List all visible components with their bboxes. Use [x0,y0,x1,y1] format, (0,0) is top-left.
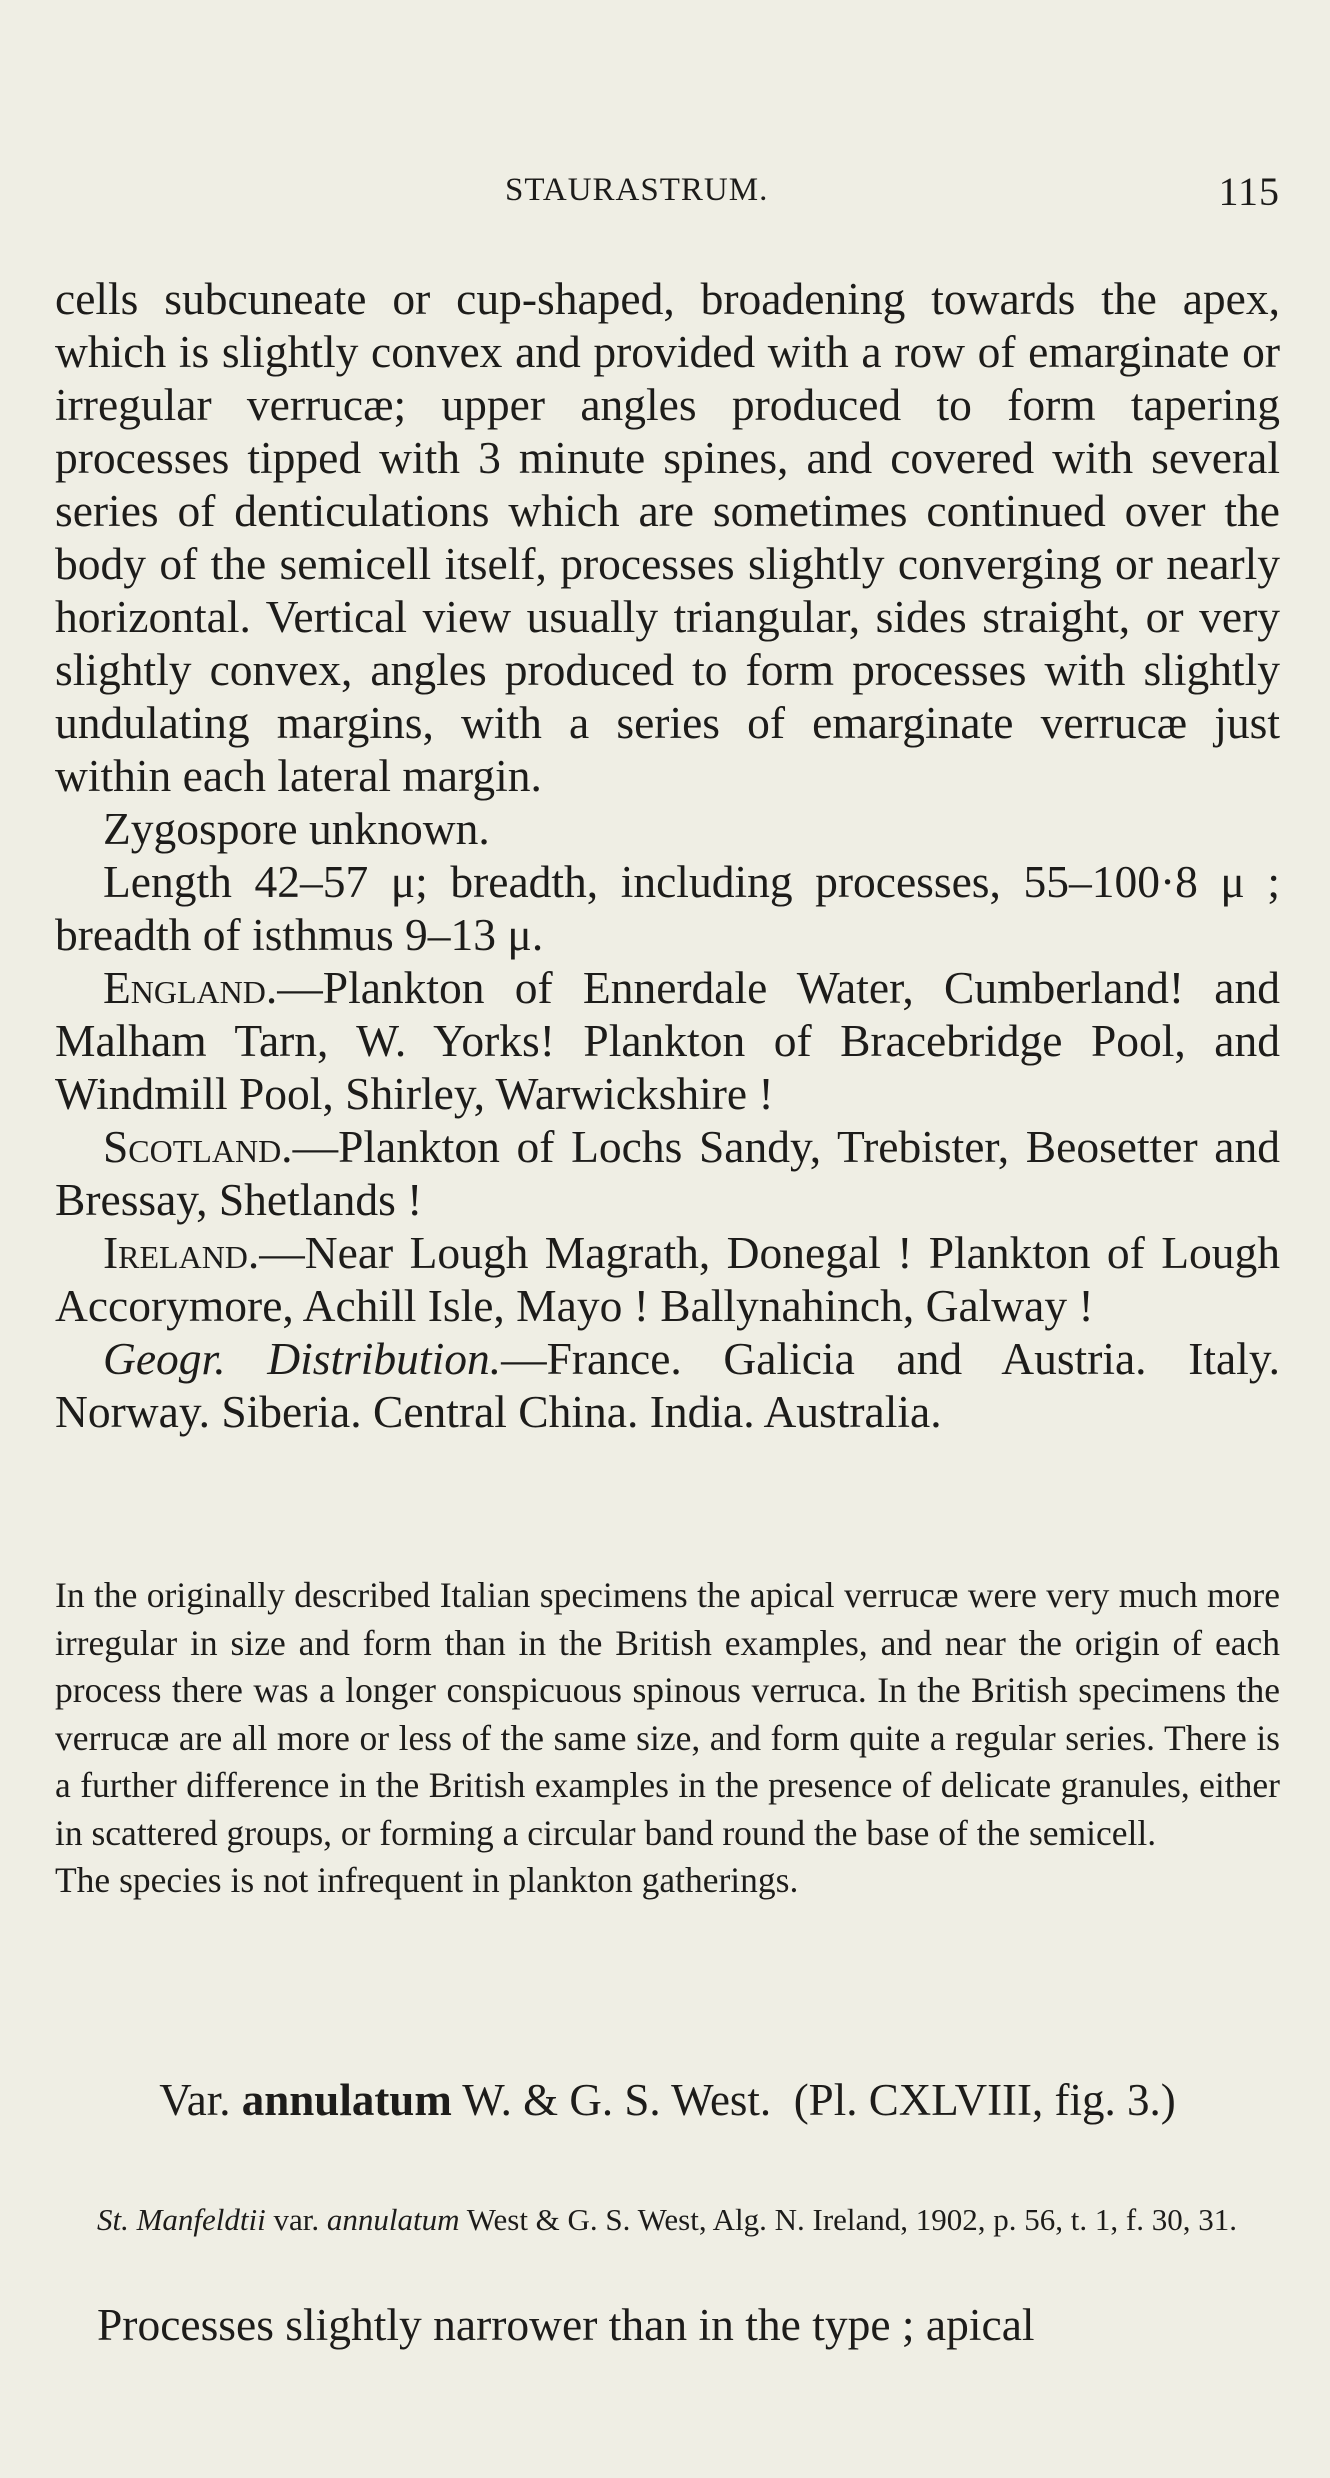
remarks-closing: The species is not infrequent in plankton gatherings. [55,1860,799,1900]
synonym-reference: West & G. S. West, Alg. N. Ireland, 1902, p. 56, t. 1, f. 30, 31. [466,2202,1237,2237]
variety-plate: (Pl. CXLVIII, fig. 3.) [793,2075,1176,2125]
geographic-distribution [55,1332,1280,1438]
running-head [55,169,1280,222]
locality-ireland [55,1226,1280,1332]
locality-england [55,961,1280,1120]
synonym-species: St. Manfeldtii [97,2202,266,2237]
distribution-label: Geogr. Distribution. [103,1333,502,1384]
continuation-text: Processes slightly narrower than in the type ; apical [97,2299,1035,2350]
page-number: 115 [1218,169,1280,214]
synonym-line [55,2198,1280,2241]
region-label: Scotland. [103,1121,293,1172]
variety-authority: W. & G. S. West. [462,2075,772,2125]
synonym-var-name: annulatum [326,2202,460,2237]
locality-text: —Plankton of Lochs Sandy, Trebister, Beosetter and Bressay, Shetlands ! [55,1121,1280,1225]
locality-text: —Plankton of Ennerdale Water, Cumberland! and Malham Tarn, W. Yorks! Plankton of Bracebridge Pool, and Windmill Pool, Shirley, Warwickshire ! [55,962,1280,1119]
region-label: England. [103,962,278,1013]
synonym-var-word: var. [273,2202,320,2237]
synonym-citation [55,2198,1280,2241]
locality-scotland [55,1120,1280,1226]
remarks-paragraph: In the originally described Italian specimens the apical verrucæ were very much more irregular in size and form than in the British examples, and near the origin of each process there was a longer conspicuous spinous verruca. In the British specimens the verrucæ are all more or less of the same size, and form quite a regular series. There is a further difference in the British examples in the presence of delicate granules, either in scattered groups, or forming a circular band round the base of the semicell. [55,1575,1280,1853]
remarks [55,1572,1280,1905]
distribution-text: —France. Galicia and Austria. Italy. Norway. Siberia. Central China. India. Australia. [55,1333,1280,1437]
region-label: Ireland. [103,1227,260,1278]
variety-prefix: Var. [159,2075,231,2125]
measurements: Length 42–57 μ; breadth, including processes, 55–100·8 μ ; breadth of isthmus 9–13 μ. [55,856,1280,960]
running-title: STAURASTRUM. [505,172,769,208]
description-paragraph: cells subcuneate or cup-shaped, broadening towards the apex, which is slightly convex and provided with a row of emarginate or irregular verrucæ; upper angles produced to form tapering processes tipped with 3 minute spines, and covered with several series of denticulations which are sometimes continued over the body of the semicell itself, processes slightly converging or nearly horizontal. Vertical view usually triangular, sides straight, or very slightly convex, angles produced to form processes with slightly undulating margins, with a series of emarginate verrucæ just within each lateral margin. [55,273,1280,801]
zygospore-note: Zygospore unknown. [103,803,490,854]
variety-heading [55,2073,1280,2127]
species-description [55,272,1280,1438]
locality-text: —Near Lough Magrath, Donegal ! Plankton of Lough Accorymore, Achill Isle, Mayo ! Ballynahinch, Galway ! [55,1227,1280,1331]
variety-name: annulatum [241,2075,452,2125]
